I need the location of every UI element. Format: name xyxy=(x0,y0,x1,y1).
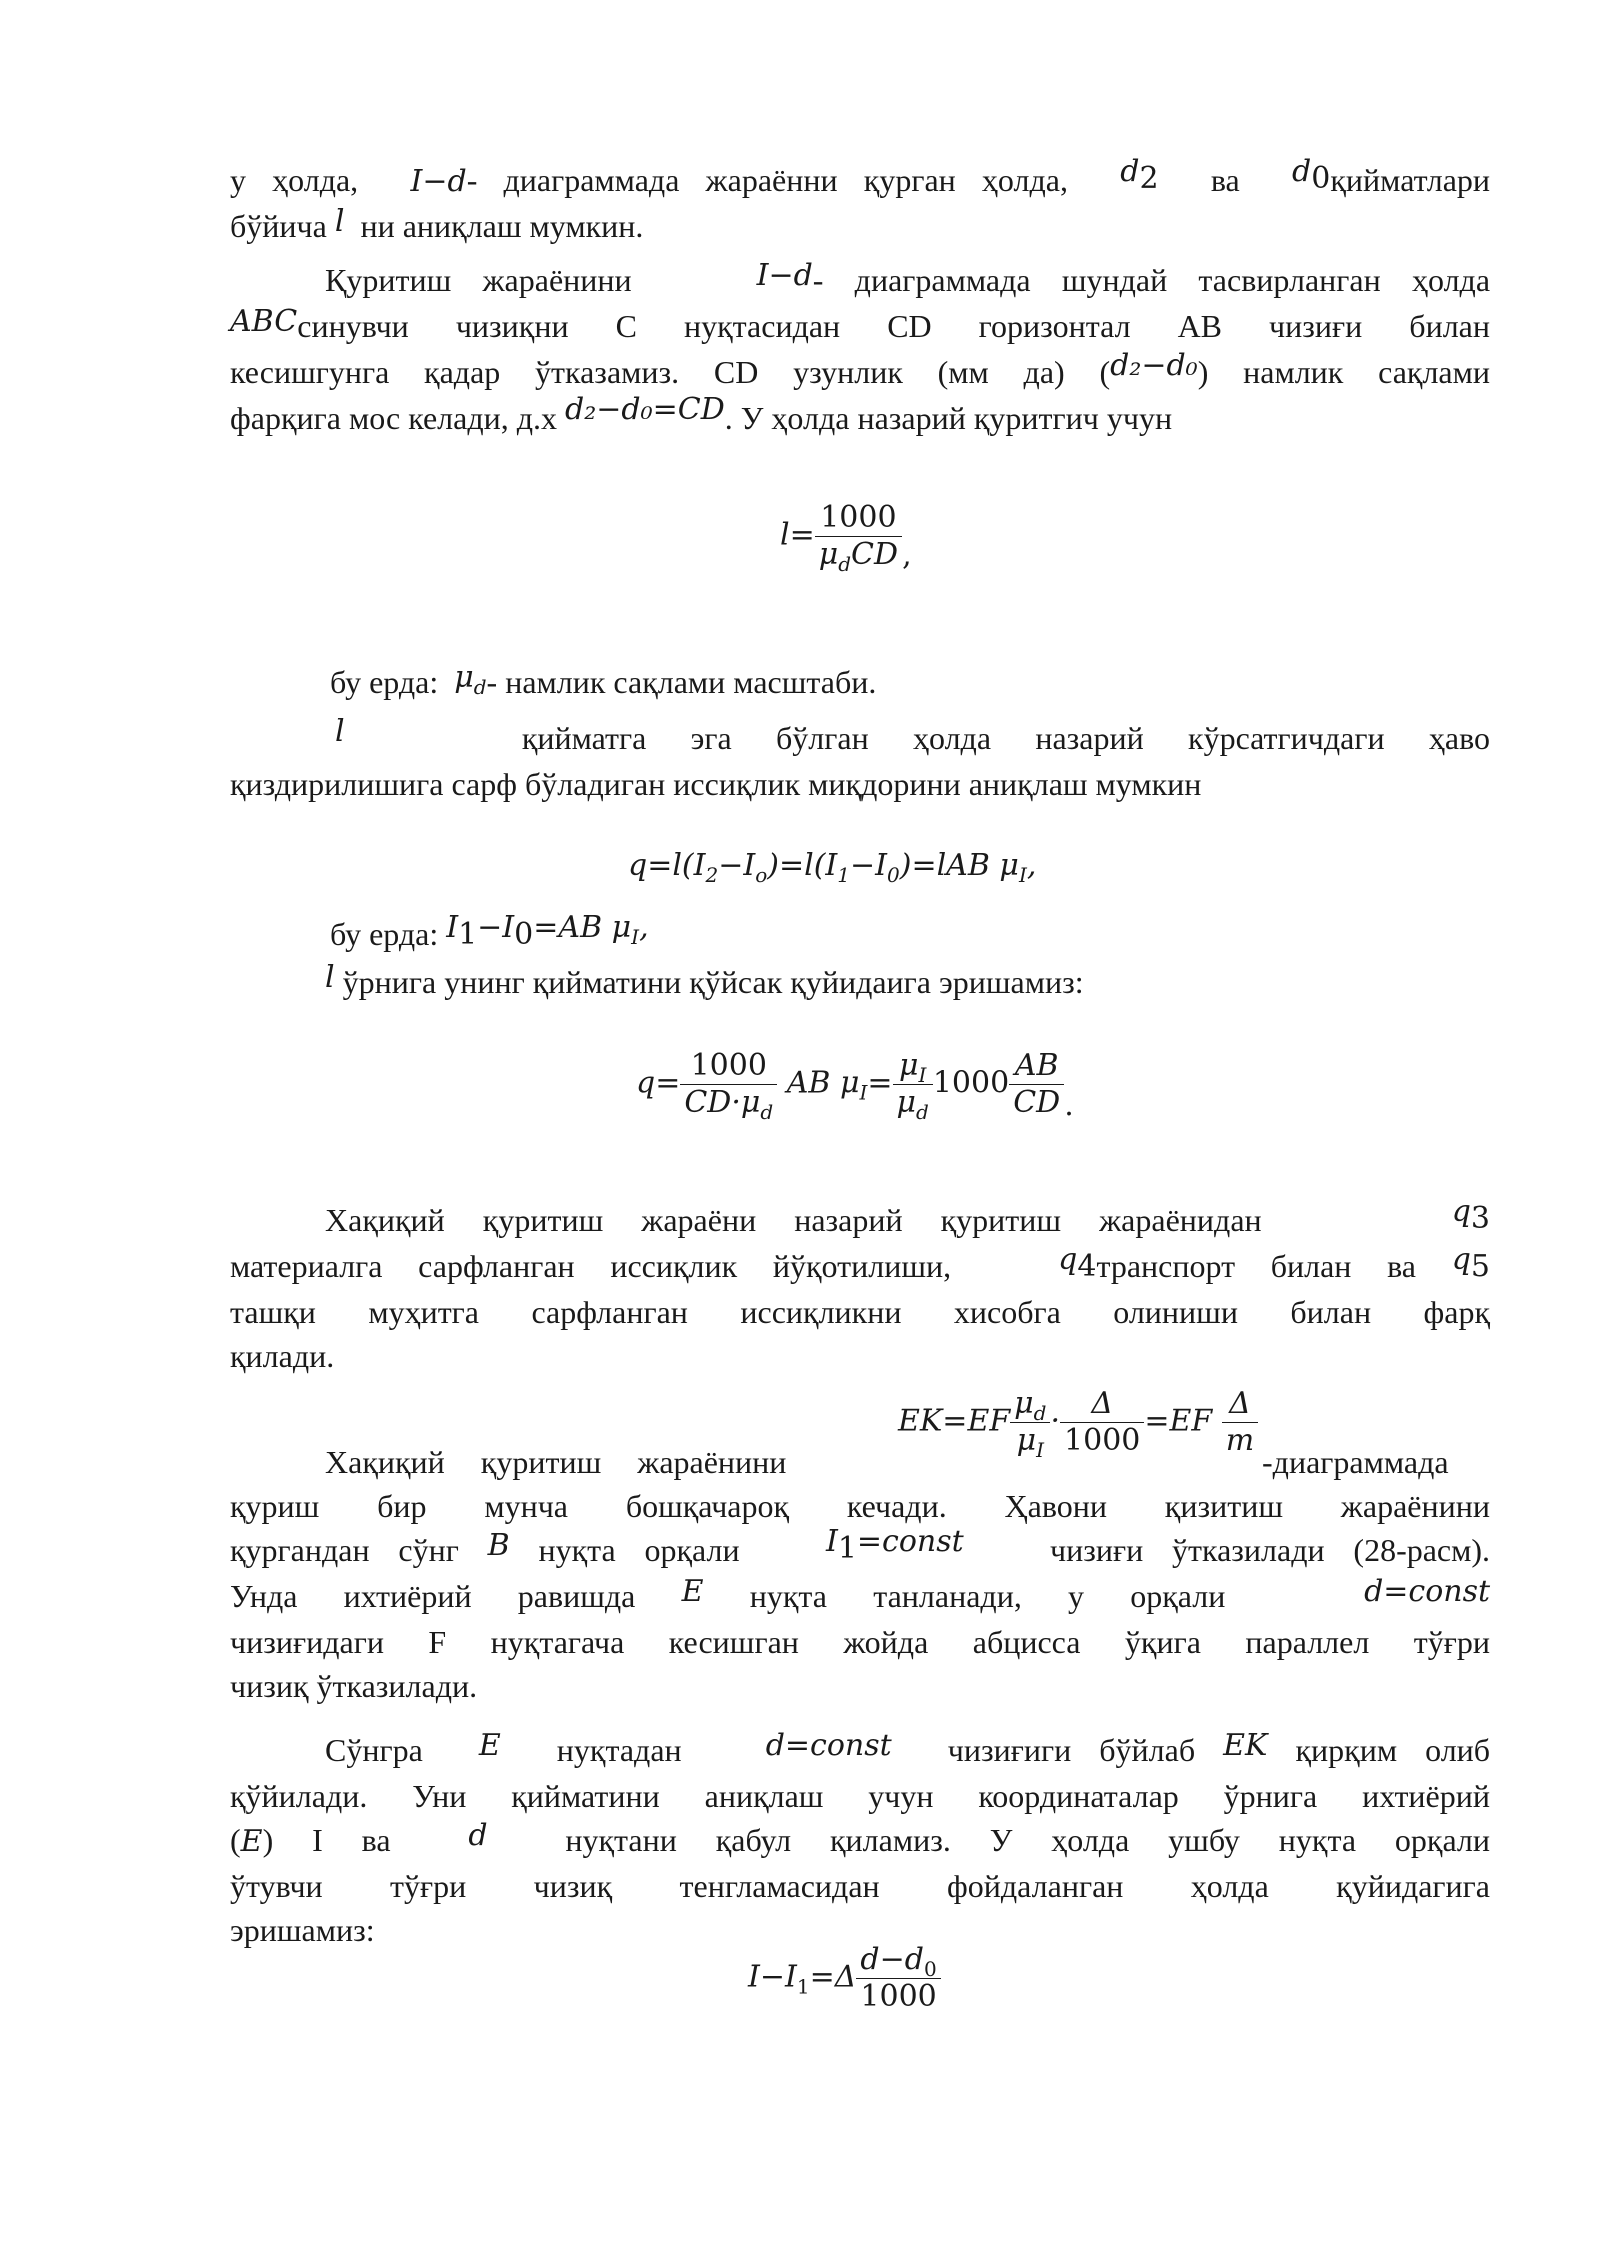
math-I-minus-d: I−d xyxy=(410,164,467,199)
formula-l: l= $\frac{1000}{\mu_dCD}$ , xyxy=(780,500,912,576)
text-span: бу ерда: xyxy=(330,664,439,700)
text-span: чизиғиги бўйлаб xyxy=(947,1732,1196,1768)
math-EK: EK xyxy=(1223,1728,1268,1763)
text-span: қуриш бир мунча бошқачароқ кечади. Ҳавони қизитиш жараёнини xyxy=(230,1488,1490,1524)
math-l: l xyxy=(325,960,335,995)
math-ABC: ABC xyxy=(230,304,298,339)
math-d-const: d=const xyxy=(1364,1574,1491,1609)
math-l: l xyxy=(334,204,345,239)
text-span: кесишгунга қадар ўтказамиз. CD узунлик (мм да) ( xyxy=(230,354,1111,390)
text-span: чизиғи ўтказилади (28-расм). xyxy=(1050,1532,1491,1568)
text-span: Хақиқий қуритиш жараёни назарий қуритиш жараёнидан xyxy=(325,1202,1262,1238)
text-span: бўйича xyxy=(230,208,327,244)
text-span: қўйилади. Уни қийматини аниқлаш учун координаталар ўрнига ихтиёрий xyxy=(230,1778,1490,1814)
text-span: транспорт билан ва xyxy=(1096,1248,1417,1284)
text-span: Хақиқий қуритиш жараёнини xyxy=(325,1444,787,1480)
paragraph-8-line-1 xyxy=(325,1440,786,1484)
text-span: бу ерда: xyxy=(330,916,439,952)
text-span: у ҳолда, xyxy=(230,162,359,198)
paragraph-4 xyxy=(230,716,1490,806)
formula-I-minus-I1: $I-I_1=\Delta$ $\frac{d-d_0}{1000}$ xyxy=(748,1942,941,2015)
math-d: d xyxy=(468,1818,488,1853)
text-span: - диаграммада жараённи қурган ҳолда, xyxy=(466,162,1068,198)
text-span: нуқта орқали xyxy=(538,1532,740,1568)
text-span: қирқим олиб xyxy=(1295,1732,1491,1768)
text-span: -диаграммада xyxy=(1262,1444,1449,1480)
paragraph-7 xyxy=(230,1194,1491,1378)
paragraph-5 xyxy=(330,912,649,958)
text-span: қилади. xyxy=(230,1338,335,1374)
text-span: фарқига мос келади, д.х xyxy=(230,400,557,436)
math-I1-I0-AB: $I_1-I_0=AB$ $\mu_I$, xyxy=(446,910,649,952)
text-span: эришамиз: xyxy=(230,1912,375,1948)
math-q5: $q_5$ xyxy=(1451,1242,1491,1284)
text-span: синувчи чизиқни С нуқтасидан CD горизонтал АВ чизиғи билан xyxy=(297,308,1490,344)
text-span: нуқта танланади, у орқали xyxy=(749,1578,1226,1614)
text-span: ) I ва xyxy=(262,1822,391,1858)
text-span: Сўнгра xyxy=(325,1732,423,1768)
paragraph-3 xyxy=(330,660,876,706)
math-q4: $q_4$ xyxy=(1058,1242,1097,1284)
paragraph-8 xyxy=(230,1484,1490,1708)
text-span: қийматга эга бўлган ҳолда назарий кўрсатгичдаги ҳаво xyxy=(521,720,1491,756)
math-E: E xyxy=(478,1728,501,1763)
math-I1-const: $I_1=const$ xyxy=(825,1524,964,1566)
text-span: ) намлик сақлами xyxy=(1197,354,1491,390)
text-span: қиздирилишига сарф бўладиган иссиқлик миқдорини аниқлаш мумкин xyxy=(230,766,1202,802)
math-mu-d: $\mu_d$ xyxy=(454,660,487,699)
text-span: - намлик сақлами масштаби. xyxy=(486,664,877,700)
formula-q-final: q= $\frac{1000}{CD\cdot\mu_d}$ AB $\mu_I=$ $\frac{\mu_I}{\mu_d}$ 1000 $\frac{AB}{CD}$ . xyxy=(636,1048,1074,1124)
text-span: материалга сарфланган иссиқлик йўқотилиши, xyxy=(230,1248,952,1284)
text-span: Қуритиш жараёнини xyxy=(325,262,632,298)
math-E: E xyxy=(240,1824,263,1859)
text-span: ва xyxy=(1210,162,1240,198)
text-span: чизиқ ўтказилади. xyxy=(230,1668,478,1704)
math-q3: $q_3$ xyxy=(1451,1194,1491,1236)
text-span: ўтувчи тўғри чизиқ тенгламасидан фойдаланган ҳолда қуйидагига xyxy=(230,1868,1490,1904)
math-B: B xyxy=(487,1528,510,1563)
text-span: Унда ихтиёрий равишда xyxy=(230,1578,636,1614)
text-span: қургандан сўнг xyxy=(230,1532,459,1568)
text-span: ни аниқлаш мумкин. xyxy=(360,208,644,244)
paragraph-2 xyxy=(230,258,1490,442)
math-d2-minus-d0: d₂−d₀ xyxy=(1110,348,1198,383)
paragraph-6 xyxy=(325,960,1084,1006)
math-d2-d0-eq-CD: d₂−d₀=CD xyxy=(565,392,725,427)
text-span: чизиғидаги F нуқтагача кесишган жойда абцисса ўқига параллел тўғри xyxy=(230,1624,1490,1660)
text-span: - диаграммада шундай тасвирланган ҳолда xyxy=(812,262,1491,298)
text-span: ўрнига унинг қийматини қўйсак қуйидаига эришамиз: xyxy=(342,964,1084,1000)
paragraph-1 xyxy=(230,154,1491,250)
text-span: ташқи муҳитга сарфланган иссиқликни хисобга олиниши билан фарқ xyxy=(230,1294,1490,1330)
formula-q: $q=l(I_2-I_o)=l(I_1-I_0)=lAB$ $\mu_I$, xyxy=(628,848,1037,887)
math-l: l xyxy=(335,714,345,749)
math-d2: $d_2$ xyxy=(1120,154,1159,196)
text-span: ( xyxy=(230,1822,241,1858)
text-span: қийматлари xyxy=(1330,162,1491,198)
math-I-minus-d: I−d xyxy=(756,258,813,293)
math-d0: $d_0$ xyxy=(1292,154,1331,196)
math-E: E xyxy=(681,1574,704,1609)
paragraph-8-line-1-end xyxy=(1262,1440,1449,1484)
text-span: . У ҳолда назарий қуритгич учун xyxy=(724,400,1173,436)
text-span: нуқтадан xyxy=(556,1732,682,1768)
paragraph-9 xyxy=(230,1728,1490,1952)
math-d-const: d=const xyxy=(765,1728,892,1763)
formula-EK: EK=EF $\frac{\mu_d}{\mu_I}$ · $\frac{\Delta}{1000}$ =EF $\frac{\Delta}{m}$ xyxy=(898,1386,1258,1459)
text-span: нуқтани қабул қиламиз. У ҳолда ушбу нуқта орқали xyxy=(565,1822,1491,1858)
